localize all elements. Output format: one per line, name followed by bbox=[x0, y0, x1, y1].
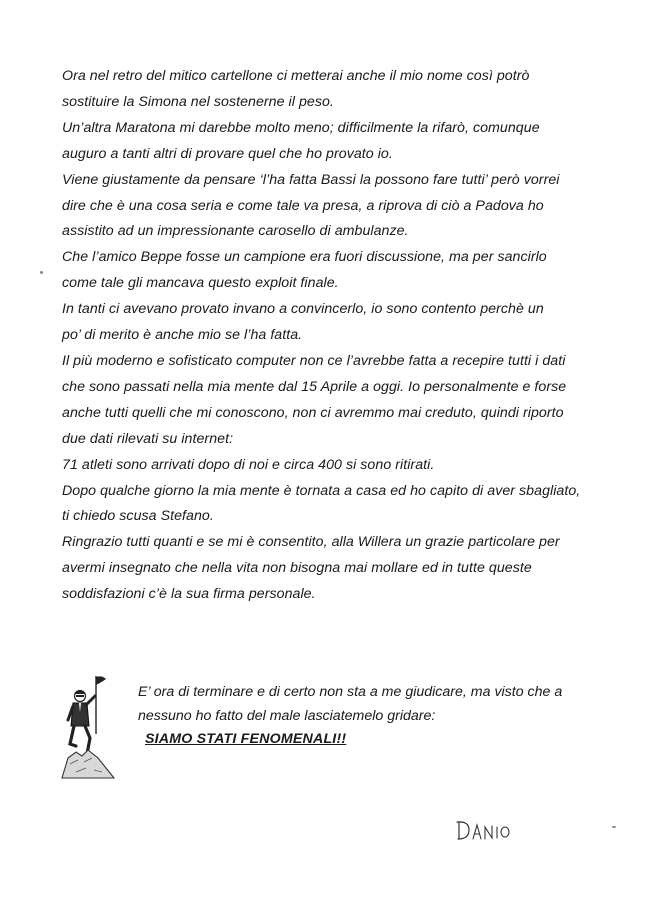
letter-line: dire che è una cosa seria e come tale va presa, a riprova di ciò a Padova ho bbox=[62, 197, 544, 214]
letter-line: Il più moderno e sofisticato computer non ce l’avrebbe fatta a recepire tutti i dati bbox=[62, 352, 566, 369]
scan-speck bbox=[612, 826, 616, 828]
letter-line: che sono passati nella mia mente dal 15 Aprile a oggi. Io personalmente e forse bbox=[62, 378, 567, 395]
letter-line: Ora nel retro del mitico cartellone ci metterai anche il mio nome così potrò bbox=[62, 68, 530, 84]
letter-line: In tanti ci avevano provato invano a convincerlo, io sono contento perchè un bbox=[62, 301, 544, 318]
letter-line: Dopo qualche giorno la mia mente è tornata a casa ed ho capito di aver sbagliato, bbox=[62, 482, 581, 499]
letter-line: Un’altra Maratona mi darebbe molto meno; difficilmente la rifarò, comunque bbox=[62, 119, 540, 136]
handwritten-signature bbox=[455, 815, 525, 845]
letter-line: sostituire la Simona nel sostenerne il peso. bbox=[62, 93, 334, 110]
letter-line: po’ di merito è anche mio se l’ha fatta. bbox=[62, 327, 303, 344]
letter-line: ti chiedo scusa Stefano. bbox=[62, 508, 214, 525]
scan-speck bbox=[40, 271, 43, 274]
letter-line: avermi insegnato che nella vita non bisogna mai mollare ed in tutte queste bbox=[62, 560, 532, 577]
letter-line: Viene giustamente da pensare ‘l’ha fatta Bassi la possono fare tutti’ però vorrei bbox=[62, 171, 560, 188]
letter-line: soddisfazioni c’è la sua firma personale. bbox=[62, 586, 316, 603]
letter-body bbox=[62, 64, 642, 608]
closing-exclamation: SIAMO STATI FENOMENALI!! bbox=[145, 731, 347, 747]
closing-paragraph bbox=[138, 680, 638, 728]
closing-line: E’ ora di terminare e di certo non sta a me giudicare, ma visto che a bbox=[138, 684, 563, 700]
letter-line: 71 atleti sono arrivati dopo di noi e circa 400 si sono ritirati. bbox=[62, 456, 435, 473]
letter-line: come tale gli mancava questo exploit finale. bbox=[62, 275, 339, 292]
letter-line: anche tutti quelli che mi conoscono, non ci avremmo mai creduto, quindi riporto bbox=[62, 404, 564, 421]
letter-line: auguro a tanti altri di provare quel che ho provato io. bbox=[62, 145, 393, 162]
letter-line: Che l’amico Beppe fosse un campione era fuori discussione, ma per sancirlo bbox=[62, 249, 547, 266]
letter-line: due dati rilevati su internet: bbox=[62, 430, 234, 447]
letter-line: Ringrazio tutti quanti e se mi è consentito, alla Willera un grazie particolare per bbox=[62, 534, 560, 551]
climber-with-flag-illustration bbox=[58, 672, 122, 780]
closing-line: nessuno ho fatto del male lasciatemelo gridare: bbox=[138, 708, 436, 724]
letter-line: assistito ad un impressionante carosello di ambulanze. bbox=[62, 223, 409, 240]
